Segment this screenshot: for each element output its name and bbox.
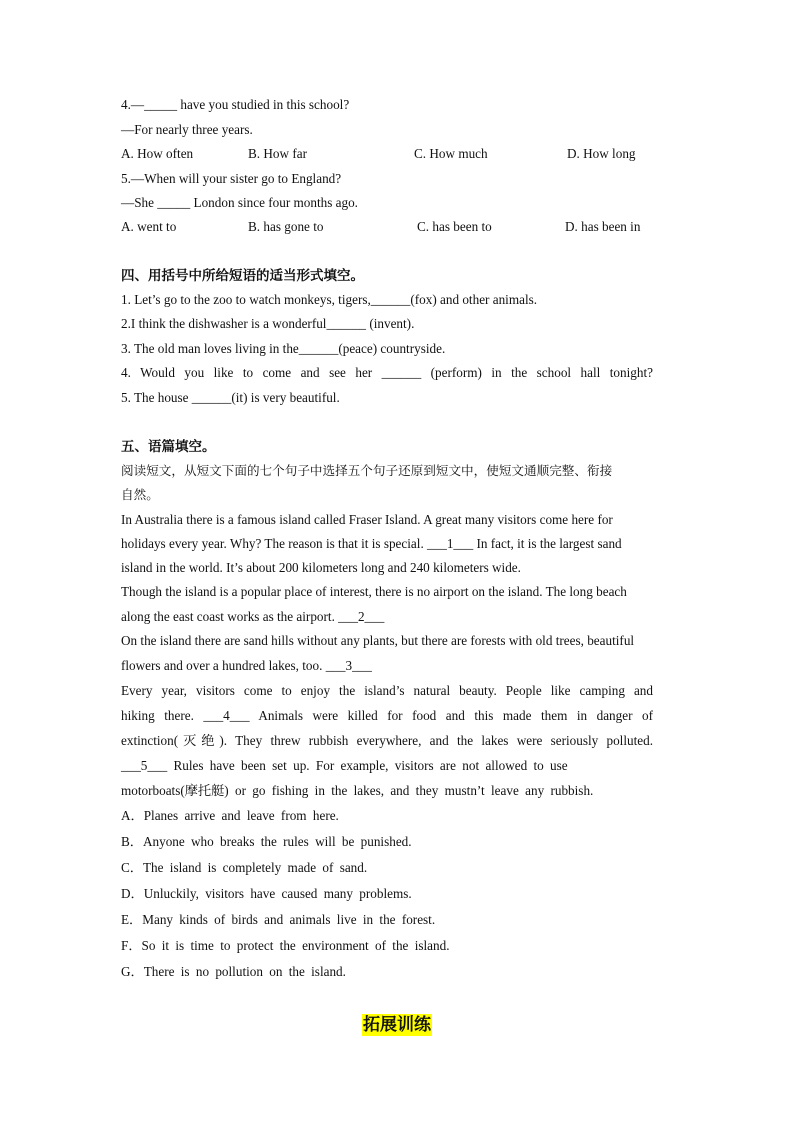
passage-line: Though the island is a popular place of interest, there is no airport on the island. The long beach: [121, 584, 627, 599]
passage-line: hiking there. ___4___ Animals were killed for food and this made them in danger of: [121, 708, 653, 723]
question-4-stem: 4.—_____ have you studied in this school?: [121, 97, 350, 112]
passage-line: flowers and over a hundred lakes, too. ___3___: [121, 658, 372, 673]
passage-line: motorboats(摩托艇) or go fishing in the lakes, and they mustn’t leave any rubbish.: [121, 783, 594, 798]
section-4-item-3: 3. The old man loves living in the______(peace) countryside.: [121, 341, 446, 356]
passage-line: extinction(灭绝). They threw rubbish everywhere, and the lakes were seriously polluted.: [121, 733, 653, 748]
passage-line: along the east coast works as the airport. ___2___: [121, 609, 385, 624]
choice-e: E．Many kinds of birds and animals live in the forest.: [121, 912, 436, 927]
choice-d: D．Unluckily, visitors have caused many problems.: [121, 886, 412, 901]
question-4-answer: —For nearly three years.: [121, 122, 253, 137]
passage-line: island in the world. It’s about 200 kilometers long and 240 kilometers wide.: [121, 560, 521, 575]
question-4-option-b: B. How far: [248, 146, 307, 161]
passage-line: In Australia there is a famous island called Fraser Island. A great many visitors come here for: [121, 512, 613, 527]
question-5-option-d: D. has been in: [565, 219, 641, 234]
section-4-title: 四、用括号中所给短语的适当形式填空。: [121, 268, 364, 284]
passage-line: holidays every year. Why? The reason is that it is special. ___1___ In fact, it is the largest sand: [121, 536, 622, 551]
passage-line: On the island there are sand hills without any plants, but there are forests with old trees, beautiful: [121, 633, 635, 648]
choice-g: G．There is no pollution on the island.: [121, 964, 346, 979]
choice-c: C．The island is completely made of sand.: [121, 860, 368, 875]
question-4-option-d: D. How long: [567, 146, 636, 161]
question-5-answer: —She _____ London since four months ago.: [121, 195, 358, 210]
section-5-title: 五、语篇填空。: [121, 439, 216, 455]
section-4-item-1: 1. Let’s go to the zoo to watch monkeys, tigers,______(fox) and other animals.: [121, 292, 538, 307]
question-4-option-a: A. How often: [121, 146, 194, 161]
question-5-option-c: C. has been to: [417, 219, 492, 234]
question-5-stem: 5.—When will your sister go to England?: [121, 171, 342, 186]
section-4-item-4: 4. Would you like to come and see her ______ (perform) in the school hall tonight?: [121, 365, 653, 380]
question-4-option-c: C. How much: [414, 146, 488, 161]
section-5-instruction-line-1: 阅读短文，从短文下面的七个句子中选择五个句子还原到短文中，使短文通顺完整、衔接: [121, 463, 613, 478]
question-5-option-a: A. went to: [121, 219, 177, 234]
section-4-item-5: 5. The house ______(it) is very beautiful.: [121, 390, 340, 405]
question-5-option-b: B. has gone to: [248, 219, 324, 234]
choice-b: B．Anyone who breaks the rules will be punished.: [121, 834, 412, 849]
choice-f: F．So it is time to protect the environment of the island.: [121, 938, 450, 953]
passage-line: ___5___ Rules have been set up. For example, visitors are not allowed to use: [121, 758, 568, 773]
choice-a: A．Planes arrive and leave from here.: [121, 808, 339, 823]
extension-training-heading: 拓展训练: [363, 1015, 431, 1035]
section-4-item-2: 2.I think the dishwasher is a wonderful______ (invent).: [121, 316, 415, 331]
section-5-instruction-line-2: 自然。: [121, 487, 159, 502]
passage-line: Every year, visitors come to enjoy the island’s natural beauty. People like camping and: [121, 683, 653, 698]
